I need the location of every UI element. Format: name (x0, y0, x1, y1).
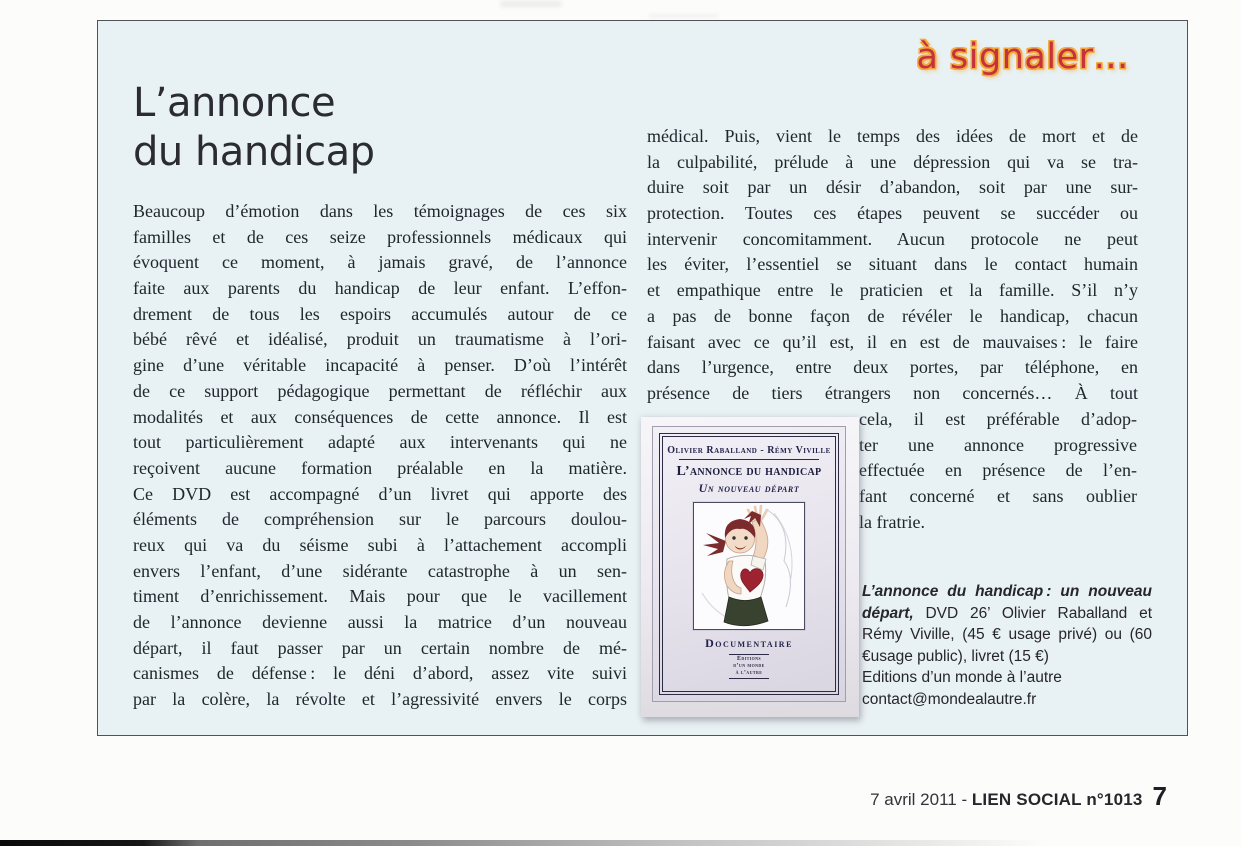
dvd-illustration (693, 502, 805, 630)
scan-artifact-strip (0, 840, 1100, 846)
text-line: familles et de ces seize professionnels médicaux qui (133, 226, 627, 247)
text-line: par la colère, la révolte et l’agressivité envers le corps (133, 689, 627, 710)
title-line-1: L’annonce (133, 80, 336, 126)
text-line: timent d’enrichissement. Mais pour que le vacillement (133, 586, 627, 607)
right-text-column-wrap (859, 407, 1137, 535)
scan-smudge-top (500, 1, 562, 7)
page-footer (870, 781, 1167, 812)
footer-journal-issue: LIEN SOCIAL n°1013 (971, 790, 1143, 809)
left-text-column (133, 199, 627, 713)
dvd-subtitle: Un nouveau départ (698, 481, 800, 495)
dvd-cover-content (664, 438, 834, 690)
caption-text (862, 581, 1152, 667)
text-line: cela, il est préférable d’adop- (859, 409, 1137, 429)
text-line: évoquent ce moment, à jamais gravé, de l’annonce (133, 252, 627, 273)
caption-contact-email: contact@mondealautre.fr (862, 690, 1037, 708)
text-line: de l’annonce devienne aussi la matrice d’un nouveau (133, 612, 627, 632)
section-tag: à signaler… (916, 37, 1129, 77)
scan-smudge-top-2 (648, 14, 718, 18)
dvd-authors: Olivier Raballand - Rémy Viville (667, 445, 831, 456)
text-line: reux qui va du séisme subi à l’attachement accompli (133, 534, 627, 555)
title-line-2: du handicap (133, 129, 375, 175)
text-line: ter une annonce progressive (859, 434, 1137, 455)
dvd-publisher-line: Éditions (736, 656, 762, 662)
dvd-publisher-logo (729, 654, 769, 679)
text-line: canismes de défense : le déni d’abord, assez vite suivi (133, 663, 627, 684)
text-line: départ, il faut passer par un certain nombre de mé- (133, 637, 627, 658)
text-line: envers l’enfant, d’une sidérante catastrophe à un sen- (133, 560, 627, 581)
text-line: Ce DVD est accompagné d’un livret qui apporte des (133, 483, 627, 504)
dvd-title: L’annonce du handicap (676, 464, 822, 479)
text-line: faite aux parents du handicap de leur enfant. L’effon- (133, 278, 627, 299)
article-panel (97, 20, 1188, 736)
caption-title: L’annonce du handicap : un nouveau départ, (862, 583, 1152, 622)
right-text-column (647, 124, 1138, 407)
girl-drawing-illustration (694, 503, 804, 629)
text-line: reçoivent aucune formation préalable en la matière. (133, 457, 627, 478)
text-line: Beaucoup d’émotion dans les témoignages de ces six (133, 201, 627, 221)
text-line: éléments de compréhension sur le parcours doulou- (133, 509, 627, 530)
text-line: la culpabilité, prélude à une dépression qui va se tra- (647, 151, 1138, 172)
text-line: fant concerné et sans oublier (859, 486, 1137, 507)
text-line: les éviter, l’essentiel se situant dans le contact humain (647, 254, 1138, 275)
text-line: a pas de bonne façon de révéler le handicap, chacun (647, 305, 1138, 326)
dvd-publisher-line: d’un monde (733, 663, 765, 669)
dvd-caption (862, 581, 1152, 710)
dvd-cover-photo (641, 417, 859, 717)
footer-date: 7 avril 2011 - (870, 790, 972, 809)
text-line: effectuée en présence de l’en- (859, 460, 1137, 481)
dvd-publisher-line: à l’autre (735, 670, 763, 676)
text-line: bébé rêvé et idéalisé, produit un traumatisme à l’ori- (133, 329, 627, 350)
text-line: drement de tous les espoirs accumulés autour de ce (133, 303, 627, 324)
dvd-divider (679, 459, 818, 460)
text-line: de ce support pédagogique permettant de réfléchir aux (133, 380, 627, 401)
article-title (133, 79, 375, 177)
text-line: modalités et aux conséquences de cette annonce. Il est (133, 406, 627, 427)
text-line: et empathique entre le praticien et la famille. S’il n’y (647, 280, 1138, 301)
text-line: duire soit par un désir d’abandon, soit par une sur- (647, 177, 1138, 198)
text-line: la fratrie. (859, 511, 925, 532)
footer-page-number: 7 (1152, 781, 1167, 811)
text-line: protection. Toutes ces étapes peuvent se succéder ou (647, 203, 1138, 224)
dvd-genre: Documentaire (705, 636, 793, 650)
dvd-cover-frame (659, 433, 839, 695)
caption-publisher: Editions d’un monde à l’autre (862, 669, 1062, 686)
text-line: gine d’une véritable incapacité à penser. D’où l’intérêt (133, 355, 627, 376)
text-line: tout particulièrement adapté aux intervenants qui ne (133, 432, 627, 453)
text-line: dans l’urgence, entre deux portes, par téléphone, en (647, 357, 1138, 378)
caption-details: DVD 26’ Olivier Raballand et Rémy Viville, (45 € usage privé) ou (60 €usage public), livret (15 €) (862, 604, 1152, 665)
text-line: médical. Puis, vient le temps des idées de mort et de (647, 126, 1138, 146)
text-line: intervenir concomitamment. Aucun protocole ne peut (647, 228, 1138, 249)
dvd-cover-card (652, 426, 846, 702)
text-line: présence de tiers étrangers non concernés… À tout (647, 382, 1138, 403)
text-line: faisant avec ce qu’il est, il en est de mauvaises : le faire (647, 331, 1138, 352)
